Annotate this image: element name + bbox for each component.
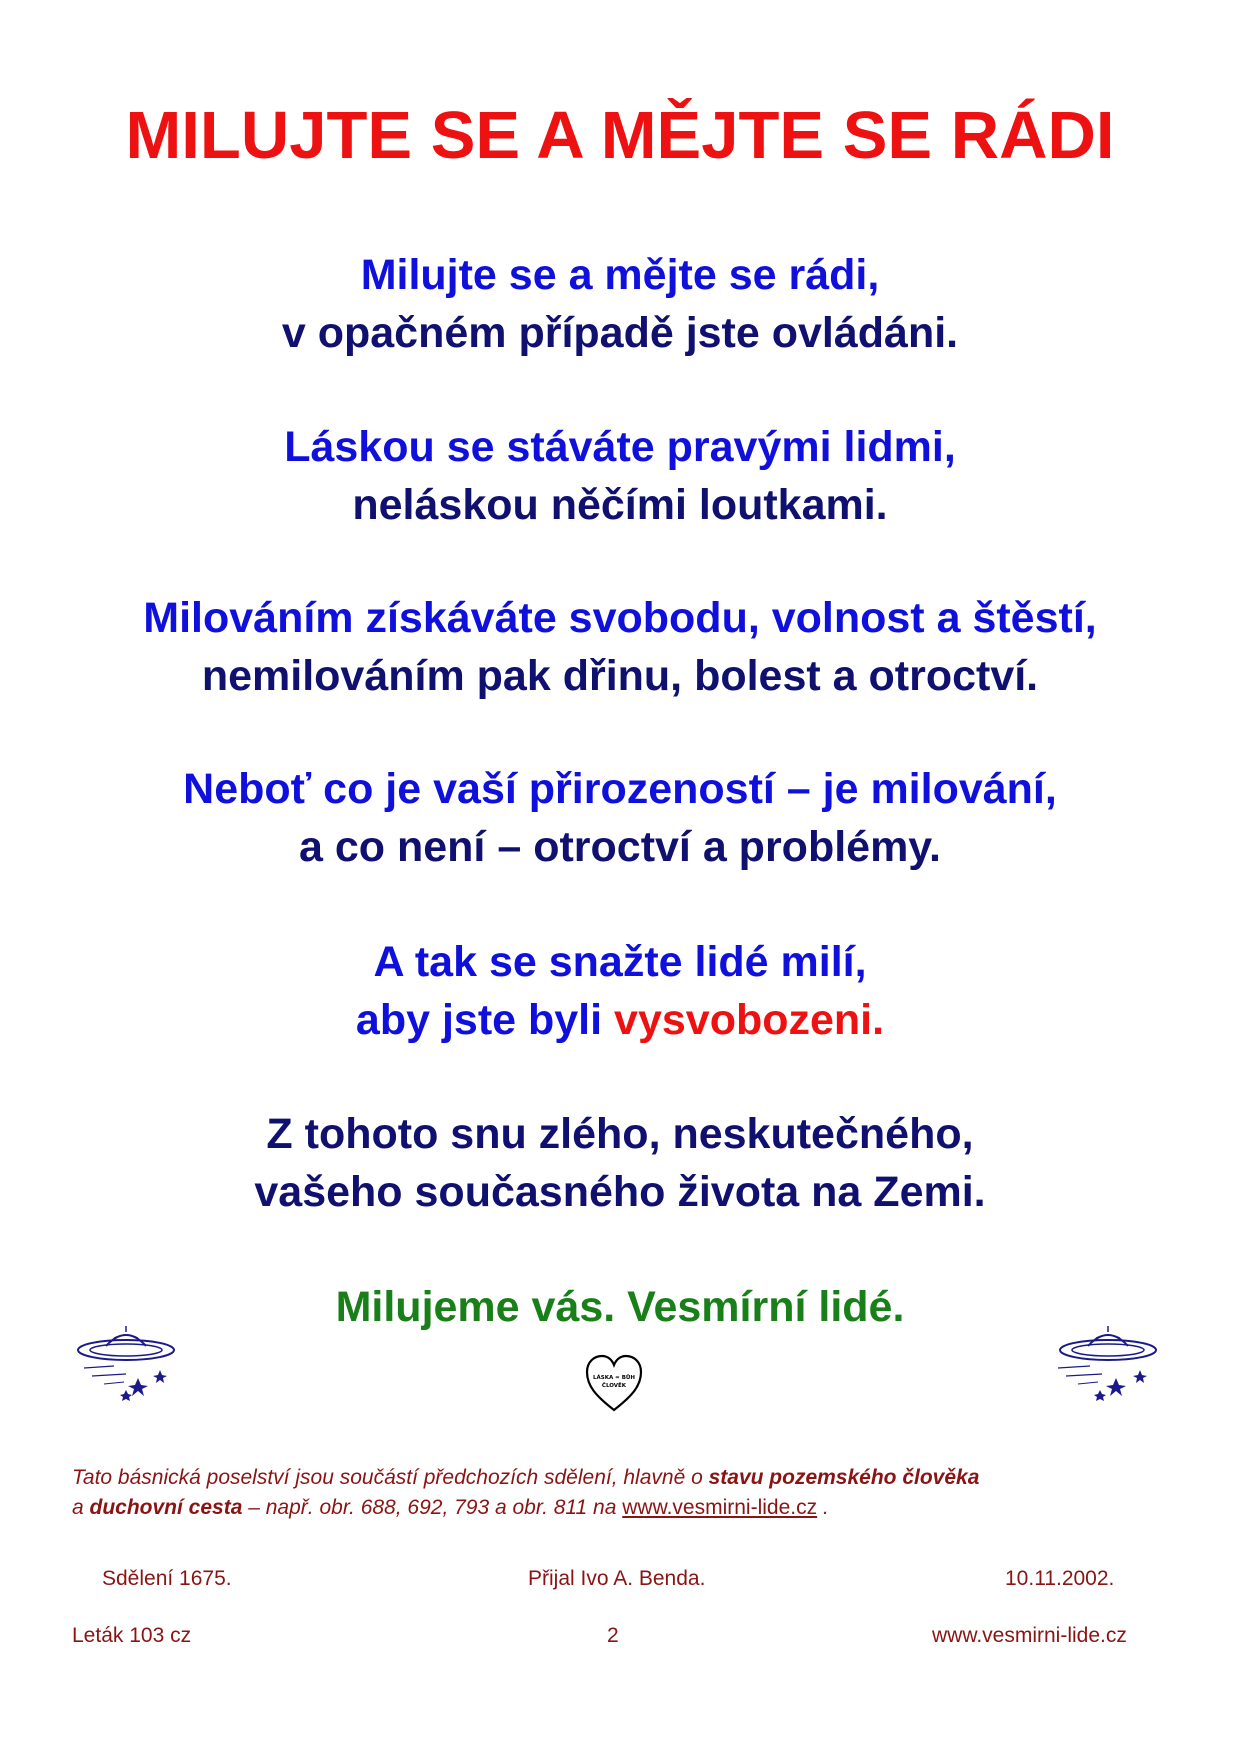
- leaflet-number: Leták 103 cz: [72, 1624, 192, 1647]
- footnote-line: [72, 1493, 1182, 1523]
- stanza-line: Z tohoto snu zlého, neskutečného,: [266, 1110, 974, 1158]
- stanza-2: [0, 418, 1240, 534]
- page-number: 2: [607, 1624, 619, 1647]
- message-date: 10.11.2002.: [1005, 1567, 1115, 1590]
- stanza-line: neláskou něčími loutkami.: [352, 481, 888, 529]
- footer-url: www.vesmirni-lide.cz: [932, 1624, 1127, 1647]
- stanza-4: [0, 760, 1240, 876]
- ufo-icon: [1050, 1318, 1160, 1408]
- stanza-line: A tak se snažte lidé milí,: [373, 938, 867, 986]
- stanza-line: [0, 991, 1240, 1049]
- footnote-line: [72, 1463, 1182, 1493]
- footnote-emphasis: stavu pozemského člověka: [708, 1466, 980, 1489]
- stanza-line: Láskou se stáváte pravými lidmi,: [284, 423, 956, 471]
- footnote: [72, 1463, 1182, 1523]
- footnote-text: .: [817, 1496, 829, 1519]
- footnote-text: – např. obr. 688, 692, 793 a obr. 811 na: [242, 1496, 623, 1519]
- stanza-line: Milováním získáváte svobodu, volnost a štěstí,: [143, 594, 1097, 642]
- signature: Milujeme vás. Vesmírní lidé.: [335, 1283, 905, 1331]
- footnote-text: Tato básnická poselství jsou součástí předchozích sdělení, hlavně o: [72, 1466, 709, 1489]
- stanza-line: v opačném případě jste ovládáni.: [281, 309, 959, 357]
- stanza-line-part: aby jste byli: [355, 996, 615, 1044]
- ufo-icon: [74, 1318, 184, 1408]
- stanza-5: [0, 933, 1240, 1049]
- stanza-6: [0, 1105, 1240, 1221]
- stanza-3: [0, 589, 1240, 705]
- heart-text-top: LÁSKA = BŮH: [593, 1375, 635, 1381]
- stanza-line: a co není – otroctví a problémy.: [299, 823, 941, 871]
- stanza-line: nemilováním pak dřinu, bolest a otroctví.: [201, 652, 1039, 700]
- stanza-line: Neboť co je vaší přirozeností – je milování,: [183, 765, 1057, 813]
- stanza-line: vašeho současného života na Zemi.: [254, 1168, 986, 1216]
- stanza-line: Milujte se a mějte se rádi,: [360, 251, 880, 299]
- stanza-1: [0, 246, 1240, 362]
- page-title: MILUJTE SE A MĚJTE SE RÁDI: [125, 98, 1115, 173]
- heart-icon: [584, 1352, 644, 1414]
- website-link[interactable]: www.vesmirni-lide.cz: [622, 1496, 818, 1519]
- message-number: Sdělení 1675.: [102, 1567, 232, 1590]
- highlight-word: vysvobozeni.: [614, 996, 885, 1044]
- received-by: Přijal Ivo A. Benda.: [528, 1567, 706, 1590]
- heart-text-bottom: ČLOVĚK: [601, 1383, 627, 1389]
- footnote-text: a: [72, 1496, 90, 1519]
- footnote-emphasis: duchovní cesta: [89, 1496, 243, 1519]
